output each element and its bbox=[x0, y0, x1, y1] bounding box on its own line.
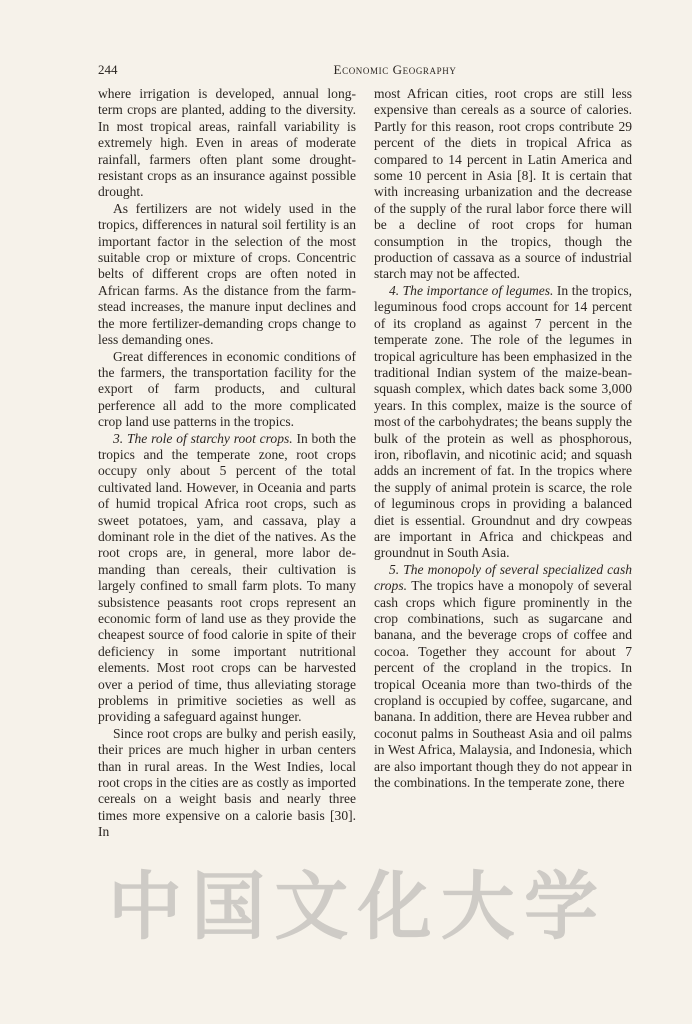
left-column bbox=[98, 86, 356, 841]
paragraph: most African cities, root crops are still less expensive than cereals as a source of calories. Partly for this reason, root crops contribute 29 percent of the diets in tropical Africa as compared to 14 percent in Latin America and some 10 percent in Asia [8]. It is certain that with increasing urbanization and the decrease of the supply of the rural labor force there will be a decline of root crops for human consumption in the tropics, though the production of cassava as a source of industrial starch may not be affected. bbox=[374, 86, 632, 282]
watermark-char: 学 bbox=[523, 864, 598, 950]
running-title: Economic Geography bbox=[333, 62, 457, 77]
section-heading: 4. The importance of legumes. bbox=[389, 282, 554, 298]
watermark-char: 化 bbox=[357, 864, 432, 950]
page-header bbox=[98, 62, 632, 80]
section-heading: 5. The monopoly of several specialized cash crops. bbox=[374, 561, 632, 594]
watermark-char: 文 bbox=[274, 864, 349, 950]
paragraph: Great differences in economic conditions of the farmers, the transportation facility for the export of farm products, and cultural perference all add to the more complicated crop land use patterns in the tropics. bbox=[98, 348, 356, 430]
paragraph bbox=[374, 562, 632, 792]
paragraph-body: The tropics have a monopoly of several cash crops which figure prominently in the crop combinations, such as sugarcane and banana, and the beverage crops of coffee and cocoa. Together they account for about 7 percent of the cropland in the tropics. In tropical Oceania more than two-thirds of the cropland is occupied by coffee, sugarcane, and banana. In addition, there are Hevea rubber and coconut palms in Southeast Asia and oil palms in West Africa, Malaysia, and Indonesia, which are also important though they do not appear in the combinations. In the temperate zone, there bbox=[374, 578, 632, 791]
paragraph-body: In both the tropics and the temperate zone, root crops occupy only about 5 percent of the total cultivated land. However, in Oceania and parts of humid tropical Africa root crops, such as sweet potatoes, yam, and cassava, play a dominant role in the diet of the natives. As the root crops are, in general, more labor demanding than cereals, their cultivation is largely confined to small farm plots. To many subsistence peasants root crops represent an economic form of land use as they provide the cheapest source of food calorie in spite of their deficiency in some important nutritional elements. Most root crops can be harvested over a period of time, thus alleviating storage problems in primitive societies as well as providing a safeguard against hunger. bbox=[98, 430, 356, 725]
watermark-char: 中 bbox=[108, 864, 182, 950]
watermark-char: 大 bbox=[440, 864, 515, 950]
paragraph: Since root crops are bulky and perish easily, their prices are much higher in urban centers than in rural areas. In the West Indies, local root crops in the cities are as costly as imported cereals on a weight basis and nearly three times more expensive on a calorie basis [30]. In bbox=[98, 725, 356, 840]
paragraph bbox=[98, 431, 356, 726]
watermark-char: 国 bbox=[191, 864, 266, 950]
paragraph: where irrigation is developed, annual long-term crops are planted, adding to the diversity. In most tropical areas, rainfall variability is extremely high. Even in areas of moderate rainfall, farmers often plant some drought-resistant crops as an insurance against possible drought. bbox=[98, 86, 356, 200]
paragraph-body: In the tropics, leguminous food crops account for 14 percent of its cropland as against 7 percent in the temperate zone. The role of the legumes in tropical agriculture has been emphasized in the traditional Indian system of the maize-bean-squash complex, which dates back some 3,000 years. In this complex, maize is the source of most of the carbohydrates; the beans supply the bulk of the protein as well as phosphorous, iron, riboflavin, and nicotinic acid; and squash adds an increment of fat. In the tropics where the supply of animal protein is scarce, the role of leguminous crops in providing a balanced diet is essential. Groundnut and dry cowpeas are important in Africa and chickpeas and groundnut in South Asia. bbox=[374, 282, 632, 561]
section-heading: 3. The role of starchy root crops. bbox=[113, 430, 293, 446]
watermark bbox=[108, 862, 598, 952]
right-column bbox=[374, 86, 632, 791]
paragraph: As fertilizers are not widely used in the tropics, differences in natural soil fertility is an important factor in the selection of the most suitable crop or mixture of crops. Concentric belts of different crops are often noted in African farms. As the distance from the farmstead increases, the manure input declines and the more fertilizer-demanding crops change to less demanding ones. bbox=[98, 200, 356, 348]
page-number: 244 bbox=[98, 62, 118, 77]
paragraph bbox=[374, 283, 632, 562]
